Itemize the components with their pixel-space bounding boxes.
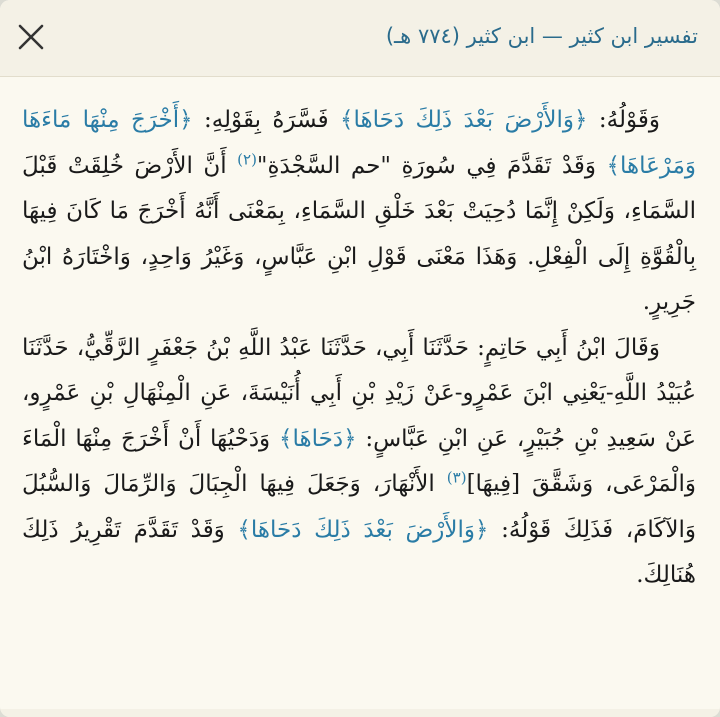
text-segment: أَنَّ الأَرْضَ خُلِقَتْ قَبْلَ السَّمَاءِ، وَلَكِنْ إِنَّمَا دُحِيَتْ بَعْدَ خَلْقِ السَّمَاءِ، بِمَعْنَى أَنَّهُ أَخْرَجَ مَا كَانَ فِيهَا بِالْقُوَّةِ إِلَى الْفِعْلِ. وَهَذَا مَعْنَى قَوْلِ ابْنِ عَبَّاسٍ، وَغَيْرُ وَاحِدٍ، وَاخْتَارَهُ ابْنُ جَرِيرٍ.: [22, 152, 696, 315]
close-icon: [14, 20, 48, 54]
footnote-marker[interactable]: (٣): [446, 468, 467, 487]
tafsir-text: [22, 98, 696, 599]
text-segment: وَقَوْلُهُ:: [587, 107, 660, 133]
close-button[interactable]: [14, 20, 48, 54]
text-segment: وَقَدْ تَقَدَّمَ فِي سُورَةِ "حم السَّجْدَةِ": [256, 152, 607, 179]
text-segment: فَسَّرَهُ بِقَوْلِهِ:: [192, 107, 341, 133]
page-title: تفسير ابن كثير — ابن كثير (٧٧٤ هـ): [385, 24, 698, 48]
quran-verse[interactable]: ﴿وَالأَرْضَ بَعْدَ ذَلِكَ دَحَاهَا﴾: [237, 516, 489, 543]
text-segment: وَقَدْ تَقَدَّمَ تَقْرِيرُ ذَلِكَ هُنَالِكَ.: [22, 516, 696, 588]
header-bar: [0, 0, 720, 77]
quran-verse[interactable]: ﴿أَخْرَجَ مِنْهَا مَاءَهَا وَمَرْعَاهَا﴾: [22, 107, 696, 179]
bottom-bar: [0, 709, 720, 717]
quran-verse[interactable]: ﴿وَالأَرْضَ بَعْدَ ذَلِكَ دَحَاهَا﴾: [340, 107, 588, 133]
text-segment: وَدَحْيُهَا أَنْ أَخْرَجَ مِنْهَا الْمَاءَ وَالْمَرْعَى، وَشَقَّقَ [فِيهَا]: [22, 425, 696, 497]
paragraph: [22, 98, 696, 326]
text-segment: وَقَالَ ابْنُ أَبِي حَاتِمٍ: حَدَّثَنَا أَبِي، حَدَّثَنَا عَبْدُ اللَّهِ بْنُ جَعْفَرٍ الرَّقِّيُّ، حَدَّثَنَا عُبَيْدُ اللَّهِ-يَعْنِي ابْنَ عَمْرٍو-عَنْ زَيْدِ بْنِ أَبِي أُنَيْسَةَ، عَنِ الْمِنْهَالِ بْنِ عَمْرٍو، عَنْ سَعِيدِ بْنِ جُبَيْرٍ، عَنِ ابْنِ عَبَّاسٍ:: [22, 334, 696, 452]
quran-verse[interactable]: ﴿دَحَاهَا﴾: [278, 425, 357, 452]
text-segment: الأَنْهَارَ، وَجَعَلَ فِيهَا الْجِبَالَ وَالرِّمَالَ وَالسُّبُلَ وَالآكَامَ، فَذَلِكَ قَوْلُهُ:: [22, 471, 696, 543]
footnote-marker[interactable]: (٢): [237, 149, 257, 168]
paragraph: [22, 326, 696, 599]
